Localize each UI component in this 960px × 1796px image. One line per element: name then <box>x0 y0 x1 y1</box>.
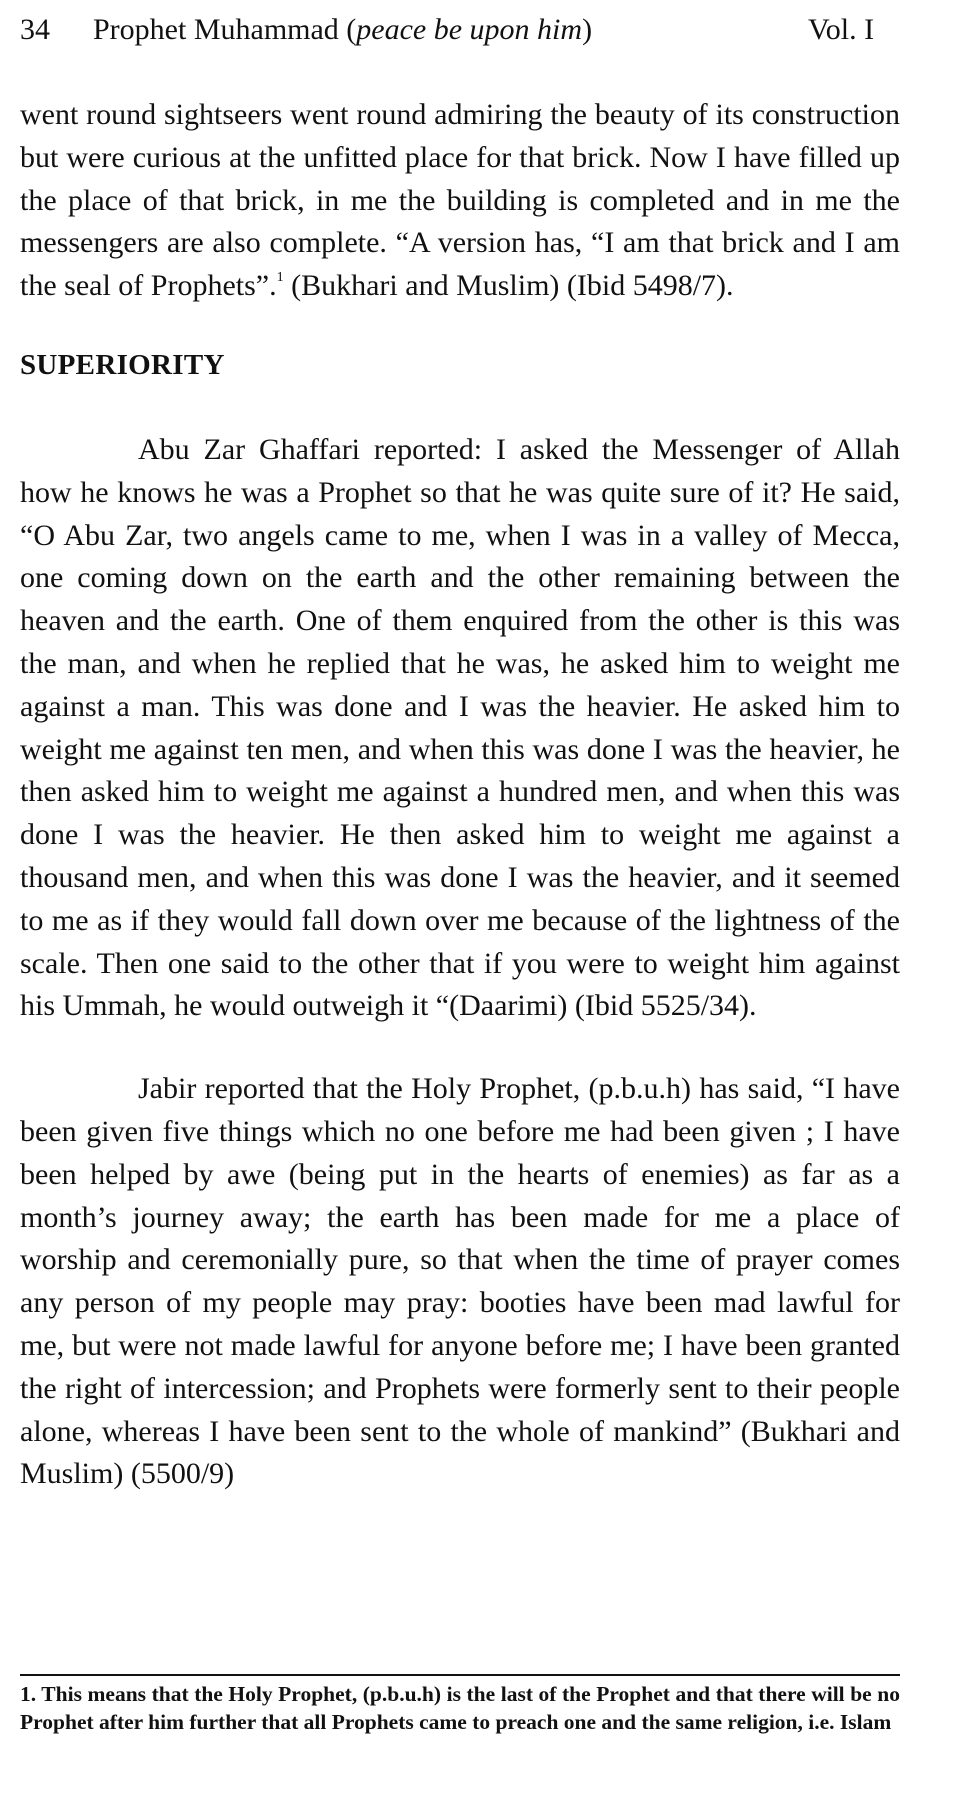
footnote-reference: 1 <box>276 270 284 286</box>
paragraph-abu-zar: Abu Zar Ghaffari reported: I asked the Messenger of Allah how he knows he was a Prophet so that he was quite sure of it? He said, “O Abu Zar, two angels came to me, when I was in a valley of Mecca, one coming down on the earth and the other remaining between the heaven and the earth. One of them enquired from the other is this was the man, and when he replied that he was, he asked him to weight me against a man. This was done and I was the heavier. He asked him to weight me against ten men, and when this was done I was the heavier, he then asked him to weight me against a hundred men, and when this was done I was the heavier. He then asked him to weight me against a thousand men, and when this was done I was the heavier, and it seemed to me as if they would fall down over me because of the lightness of the scale. Then one said to the other that if you were to weight him against his Ummah, he would outweigh it “(Daarimi) (Ibid 5525/34). <box>20 432 900 1023</box>
book-title-prefix: Prophet Muhammad ( <box>93 13 357 46</box>
footnote-divider <box>20 1674 900 1676</box>
footnote: 1. This means that the Holy Prophet, (p.b.u.h) is the last of the Prophet and that there will be no Prophet after him further that all Prophets came to preach one and the same religion, i.e. Islam <box>20 1682 900 1734</box>
book-title-italic: peace be upon him <box>356 13 583 46</box>
main-text <box>20 94 900 1496</box>
continuation-paragraph <box>20 94 900 308</box>
section-heading: SUPERIORITY <box>20 348 225 381</box>
book-title-suffix: ) <box>582 13 593 46</box>
paragraph-jabir: Jabir reported that the Holy Prophet, (p.b.u.h) has said, “I have been given five things which no one before me had been given ; I have been helped by awe (being put in the hearts of enemies) as far as a month’s journey away; the earth has been made for me a place of worship and ceremonially pure, so that when the time of prayer comes any person of my people may pray: booties have been mad lawful for me, but were not made lawful for anyone before me; I have been granted the right of intercession; and Prophets were formerly sent to their people alone, whereas I have been sent to the whole of mankind” (Bukhari and Muslim) (5500/9) <box>20 1072 900 1491</box>
continuation-citation: (Bukhari and Muslim) (Ibid 5498/7). <box>291 269 734 303</box>
page-number: 34 <box>20 13 50 46</box>
continuation-text: went round sightseers went round admiring the beauty of its construction but were curious at the unfitted place for that brick. Now I have filled up the place of that brick, in me the building is completed and in me the messengers are also complete. “A version has, “I am that brick and I am the seal of Prophets”. <box>20 98 900 303</box>
volume-label: Vol. I <box>808 13 875 46</box>
book-title <box>93 10 592 50</box>
